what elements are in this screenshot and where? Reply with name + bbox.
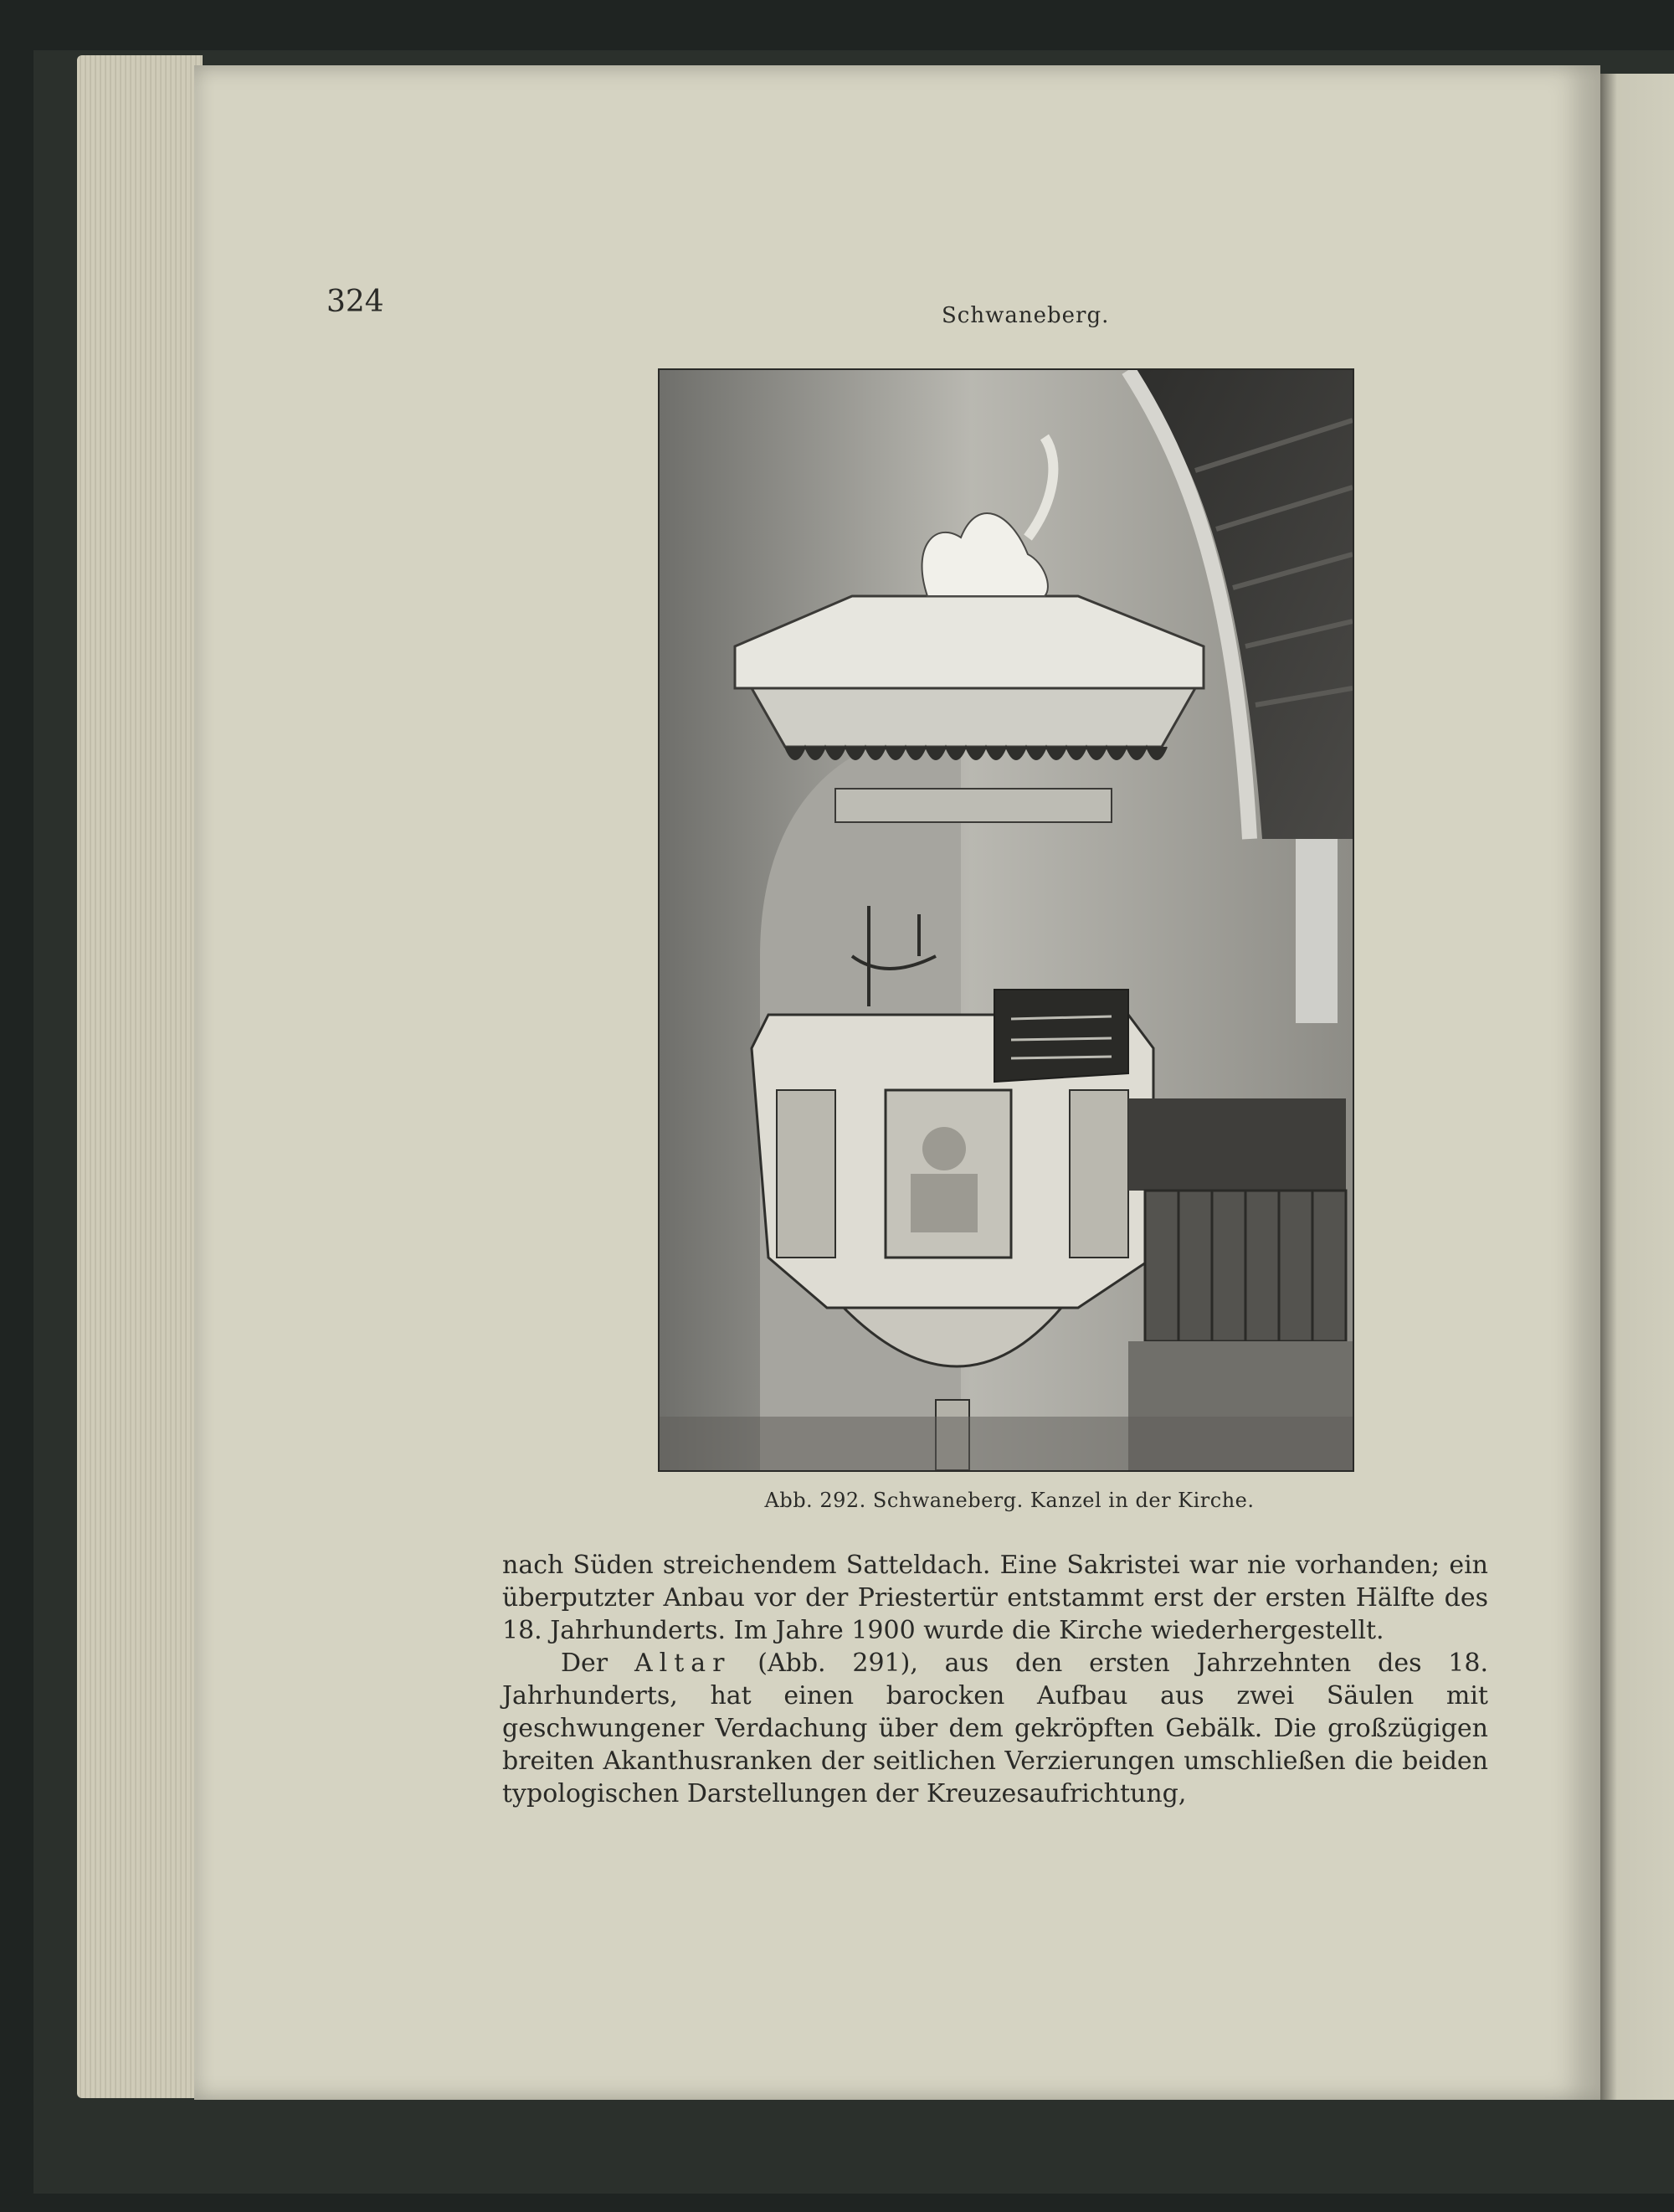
paragraph <box>502 1647 1488 1810</box>
page-number: 324 <box>326 285 384 319</box>
pulpit-photograph <box>658 368 1354 1472</box>
floor <box>660 1417 1353 1470</box>
pews <box>1128 1098 1353 1470</box>
spaced-term-altar: Altar <box>634 1649 732 1678</box>
paragraph-start: Der <box>561 1649 608 1678</box>
page-edges <box>77 55 203 2098</box>
paragraph-rest: (Abb. 291), aus den ersten Jahrzehnten des 18. Jahrhunderts, hat einen barocken Aufbau aus zwei Säulen mit geschwungener Verdachung über dem gekröpften Gebälk. Die großzügigen breiten Akanthusranken der seitlichen Verzierungen umschließen die beiden typologischen Darstellungen der Kreuzesaufrichtung, <box>502 1649 1488 1808</box>
figure-caption: Abb. 292. Schwaneberg. Kanzel in der Kirche. <box>764 1489 1255 1512</box>
window <box>1296 839 1338 1023</box>
body-text <box>502 1549 1488 1810</box>
facing-page-edge <box>1600 74 1674 2100</box>
paragraph: nach Süden streichendem Satteldach. Eine Sakristei war nie vorhanden; ein überputzter Anbau vor der Priestertür entstammt erst der ersten Hälfte des 18. Jahrhunderts. Im Jahre 1900 wurde die Kirche wiederhergestellt. <box>502 1551 1488 1645</box>
running-head: Schwaneberg. <box>942 303 1110 328</box>
pulpit-illustration <box>660 370 1353 1470</box>
